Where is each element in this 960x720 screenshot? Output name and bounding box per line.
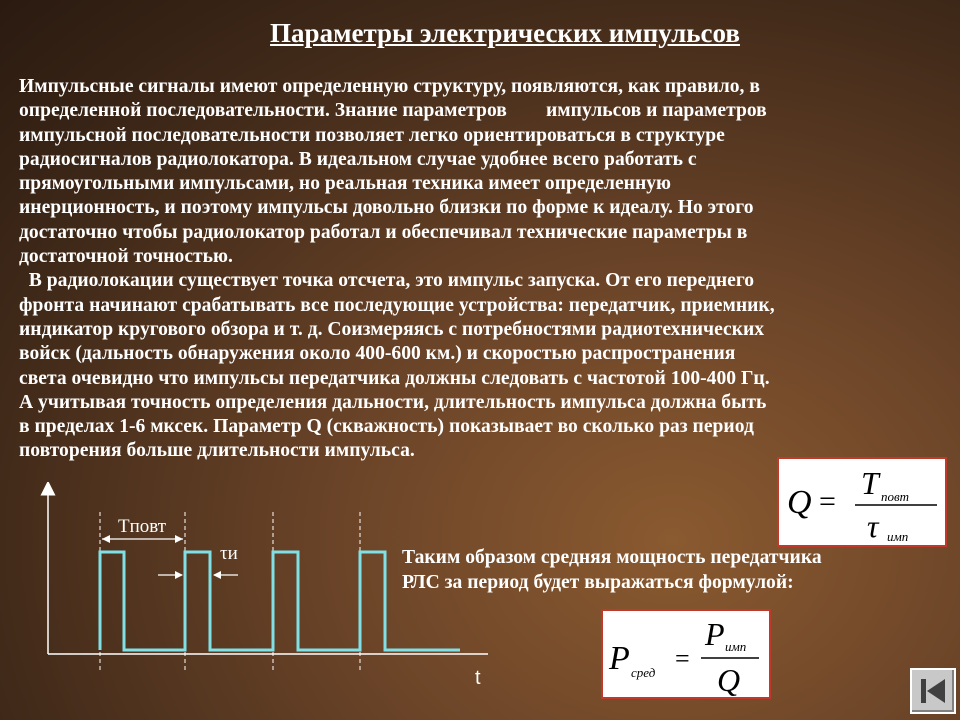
text-line: радиосигналов радиолокатора. В идеальном случае удобнее всего работать с [19,148,697,170]
text-line: Импульсные сигналы имеют определенную структуру, появляются, как правило, в [19,76,760,97]
formula-denominator: Q [717,662,741,697]
formula-numerator-sub: повт [881,489,910,504]
formula-denominator-sub: имп [887,529,909,544]
text-line: достаточно чтобы радиолокатор работал и обеспечивал технические параметры в [19,221,748,243]
body-text [19,75,944,464]
slide-title: Параметры электрических импульсов [270,18,740,48]
text-line: В радиолокации существует точка отсчета, это импульс запуска. От его переднего [19,270,755,292]
paragraph-1 [19,75,944,269]
text-line: инерционность, и поэтому импульсы довольно близки по форме к идеалу. Но этого [19,197,754,219]
formula-lhs: Q [787,484,812,521]
pulse-diagram [30,482,500,696]
text-line: индикатор кругового обзора и т. д. Соизмеряясь с потребностями радиотехнических [19,318,765,340]
text-line: достаточной точностью. [19,246,233,268]
text-line: в пределах 1-6 мксек. Параметр Q (скважность) показывает во сколько раз период [19,416,754,438]
period-label: Tповт [118,516,167,537]
caption-line: РЛС за период будет выражаться формулой: [402,572,794,593]
formula-numerator-sub: имп [725,639,747,654]
back-to-start-icon [912,670,954,712]
text-line: повторения больше длительности импульса. [19,440,415,462]
text-line: А учитывая точность определения дальности, длительность импульса должна быть [19,391,767,413]
text-line: войск (дальность обнаружения около 400-600 км.) и скоростью распространения [19,343,736,365]
formula-numerator: T [861,465,879,501]
text-line: определенной последовательности. Знание параметров импульсов и параметров [19,100,767,122]
duration-label: τи [220,543,238,564]
pulse-train [100,552,460,650]
formula-duty-cycle [777,457,947,547]
text-line: света очевидно что импульсы передатчика должны следовать с частотой 100-400 Гц. [19,367,770,389]
paragraph-2 [19,269,944,463]
formula-denominator: τ [867,508,879,544]
time-axis-label: t [475,667,481,689]
formula-lhs-sub: сред [631,665,656,680]
text-line: импульсной последовательности позволяет легко ориентироваться в структуре [19,124,725,146]
formula-equals: = [819,485,836,518]
formula-equals: = [675,644,690,673]
back-to-start-button[interactable] [910,668,956,714]
formula-lhs: P [609,640,630,677]
formula-average-power [601,609,771,699]
text-line: прямоугольными импульсами, но реальная техника имеет определенную [19,173,671,195]
caption-line: Таким образом средняя мощность передатчика [402,547,822,568]
formula-numerator: P [705,616,725,652]
text-line: фронта начинают срабатывать все последующие устройства: передатчик, приемник, [19,294,775,316]
